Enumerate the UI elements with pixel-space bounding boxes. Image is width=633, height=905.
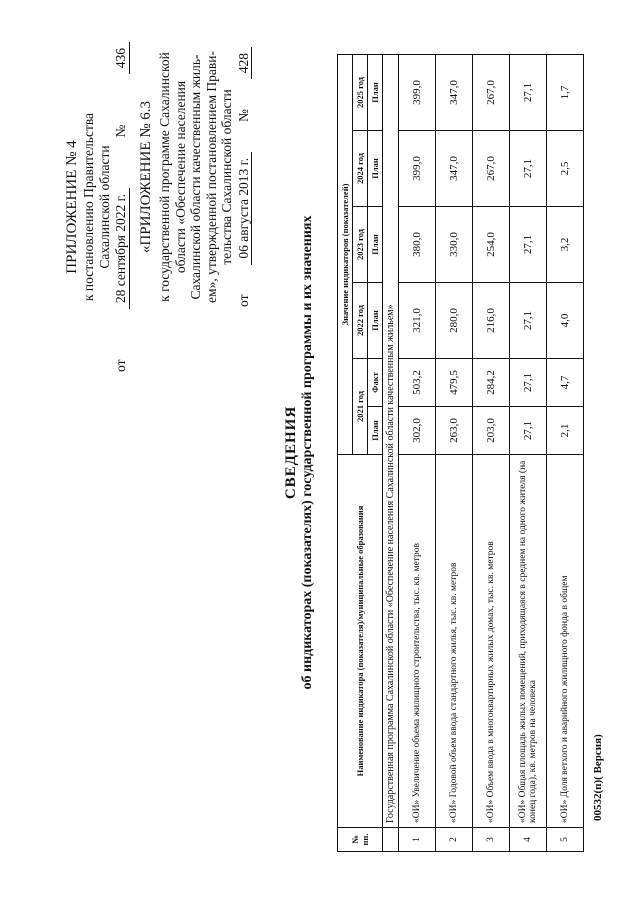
value-cell: 3,2 <box>547 207 584 283</box>
value-cell: 347,0 <box>436 131 473 207</box>
value-cell: 280,0 <box>436 283 473 359</box>
reference-line: ем», утвержденной постановлением Прави- <box>203 51 219 303</box>
row-name: «ОИ» Увеличение объема жилищного строительства, тыс. кв. метров <box>399 455 436 828</box>
indicators-table <box>337 54 584 852</box>
value-cell: 27,1 <box>510 407 547 455</box>
table-row <box>436 54 473 851</box>
header-year-2021: 2021 год <box>353 359 368 455</box>
reference-line: Сахалинской области качественным жиль- <box>188 54 204 300</box>
row-name: «ОИ» Доля ветхого и аварийного жилищного фонда в общем <box>547 455 584 828</box>
reference-number: 428 <box>236 47 253 79</box>
program-num <box>383 828 399 852</box>
value-cell: 267,0 <box>473 54 510 130</box>
value-cell: 1,7 <box>547 54 584 130</box>
appendix-dateline <box>113 42 130 372</box>
header-plan: План <box>368 283 383 359</box>
value-cell: 399,0 <box>399 131 436 207</box>
value-cell: 216,0 <box>473 283 510 359</box>
row-name: «ОИ» Объем ввода в многоквартирных жилых домах, тыс. кв. метров <box>473 455 510 828</box>
value-cell: 330,0 <box>436 207 473 283</box>
header-name: Наименование индикатора (показателя)/муниципальные образования <box>338 455 383 828</box>
appendix-no-label: № <box>113 124 129 138</box>
value-cell: 284,2 <box>473 359 510 407</box>
row-name: «ОИ» Общая площадь жилых помещений, приходящаяся в среднем на одного жителя (на конец года), кв. метров на человека <box>510 455 547 828</box>
value-cell: 27,1 <box>510 54 547 130</box>
appendix-title: ПРИЛОЖЕНИЕ № 4 <box>64 140 80 274</box>
header-plan: План <box>368 407 383 455</box>
table-row <box>547 54 584 851</box>
value-cell: 254,0 <box>473 207 510 283</box>
value-cell: 4,0 <box>547 283 584 359</box>
reference-line: тельства Сахалинской области <box>219 89 235 265</box>
value-cell: 4,7 <box>547 359 584 407</box>
reference-line: к государственной программе Сахалинской <box>157 52 173 302</box>
header-year-2023: 2023 год <box>353 207 368 283</box>
reference-from-label: от <box>235 294 251 307</box>
heading-title: СВЕДЕНИЯ <box>283 405 299 500</box>
document-heading <box>283 0 316 905</box>
row-num: 4 <box>510 828 547 852</box>
value-cell: 27,1 <box>510 283 547 359</box>
table-row <box>399 54 436 851</box>
header-plan: План <box>368 54 383 130</box>
value-cell: 2,1 <box>547 407 584 455</box>
appendix-from-label: от <box>113 359 129 372</box>
row-name: «ОИ» Годовой объем ввода стандартного жилья, тыс. кв. метров <box>436 455 473 828</box>
appendix-block <box>64 42 130 372</box>
reference-no-label: № <box>235 109 251 123</box>
reference-dateline <box>236 47 253 307</box>
reference-block <box>138 47 252 307</box>
value-cell: 203,0 <box>473 407 510 455</box>
appendix-line-2: Сахалинской области <box>96 145 112 269</box>
row-num: 1 <box>399 828 436 852</box>
value-cell: 263,0 <box>436 407 473 455</box>
heading-subtitle: об индикаторах (показателях) государственной программы и их значениях <box>300 215 316 690</box>
header-year-2024: 2024 год <box>353 131 368 207</box>
header-num: № пп. <box>338 828 383 852</box>
header-fact: Факт <box>368 359 383 407</box>
value-cell: 380,0 <box>399 207 436 283</box>
value-cell: 302,0 <box>399 407 436 455</box>
value-cell: 399,0 <box>399 54 436 130</box>
version-footer: 00532(п)( Версия) <box>592 734 604 821</box>
row-num: 2 <box>436 828 473 852</box>
value-cell: 503,2 <box>399 359 436 407</box>
header-year-2022: 2022 год <box>353 283 368 359</box>
value-cell: 2,5 <box>547 131 584 207</box>
reference-line: области «Обеспечение населения <box>172 80 188 274</box>
header-year-2025: 2025 год <box>353 54 368 130</box>
value-cell: 27,1 <box>510 131 547 207</box>
value-cell: 321,0 <box>399 283 436 359</box>
value-cell: 479,5 <box>436 359 473 407</box>
reference-title: «ПРИЛОЖЕНИЕ № 6.3 <box>138 100 154 254</box>
reference-date: 06 августа 2013 г. <box>236 152 253 265</box>
header-values: Значение индикаторов (показателей) <box>338 54 353 454</box>
value-cell: 27,1 <box>510 207 547 283</box>
program-name: Государственная программа Сахалинской области «Обеспечение населения Сахалинской области качественным жильем» <box>383 54 399 827</box>
appendix-line-1: к постановлению Правительства <box>81 112 97 302</box>
header-plan: План <box>368 207 383 283</box>
program-row <box>383 54 399 851</box>
row-num: 5 <box>547 828 584 852</box>
value-cell: 27,1 <box>510 359 547 407</box>
table-row <box>510 54 547 851</box>
appendix-date: 28 сентября 2022 г. <box>113 188 130 309</box>
header-plan: План <box>368 131 383 207</box>
value-cell: 347,0 <box>436 54 473 130</box>
value-cell: 267,0 <box>473 131 510 207</box>
table-row <box>473 54 510 851</box>
appendix-number: 436 <box>113 42 130 74</box>
row-num: 3 <box>473 828 510 852</box>
